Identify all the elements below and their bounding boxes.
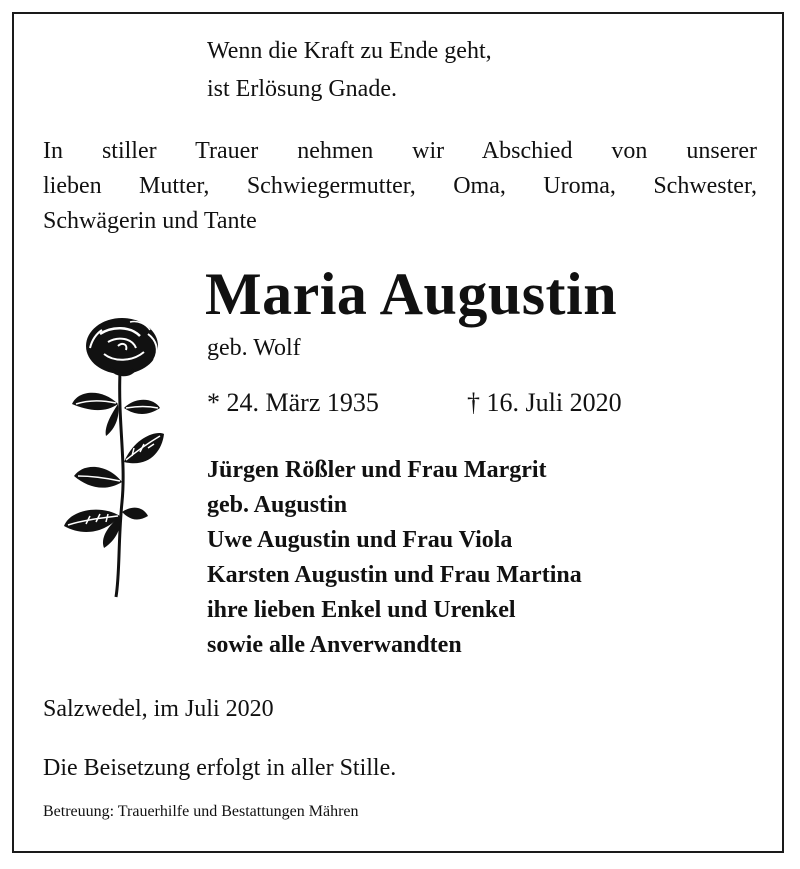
mourner-line: Jürgen Rößler und Frau Margrit: [207, 457, 547, 483]
mourner-line: sowie alle Anverwandten: [207, 632, 462, 658]
motto: [207, 32, 492, 108]
rose-icon: [60, 312, 175, 602]
mourner-line: Karsten Augustin und Frau Martina: [207, 562, 582, 588]
maiden-name: geb. Wolf: [207, 335, 301, 361]
place-date: Salzwedel, im Juli 2020: [43, 696, 274, 722]
intro-line: lieben Mutter, Schwiegermutter, Oma, Uroma, Schwester,: [43, 173, 757, 199]
death-date: † 16. Juli 2020: [467, 388, 622, 417]
motto-line: ist Erlösung Gnade.: [207, 76, 397, 102]
birth-date: * 24. März 1935: [207, 388, 379, 417]
burial-note: Die Beisetzung erfolgt in aller Stille.: [43, 755, 397, 781]
mourner-line: Uwe Augustin und Frau Viola: [207, 527, 513, 553]
intro-line: Schwägerin und Tante: [43, 208, 257, 234]
deceased-name: Maria Augustin: [205, 261, 618, 327]
mourner-line: ihre lieben Enkel und Urenkel: [207, 597, 516, 623]
mourner-line: geb. Augustin: [207, 492, 348, 518]
motto-line: Wenn die Kraft zu Ende geht,: [207, 38, 492, 64]
mourners-list: [207, 453, 582, 663]
intro-text: [43, 134, 757, 239]
intro-line: In stiller Trauer nehmen wir Abschied von unserer: [43, 138, 757, 164]
care-note: Betreuung: Trauerhilfe und Bestattungen Mähren: [43, 803, 359, 820]
